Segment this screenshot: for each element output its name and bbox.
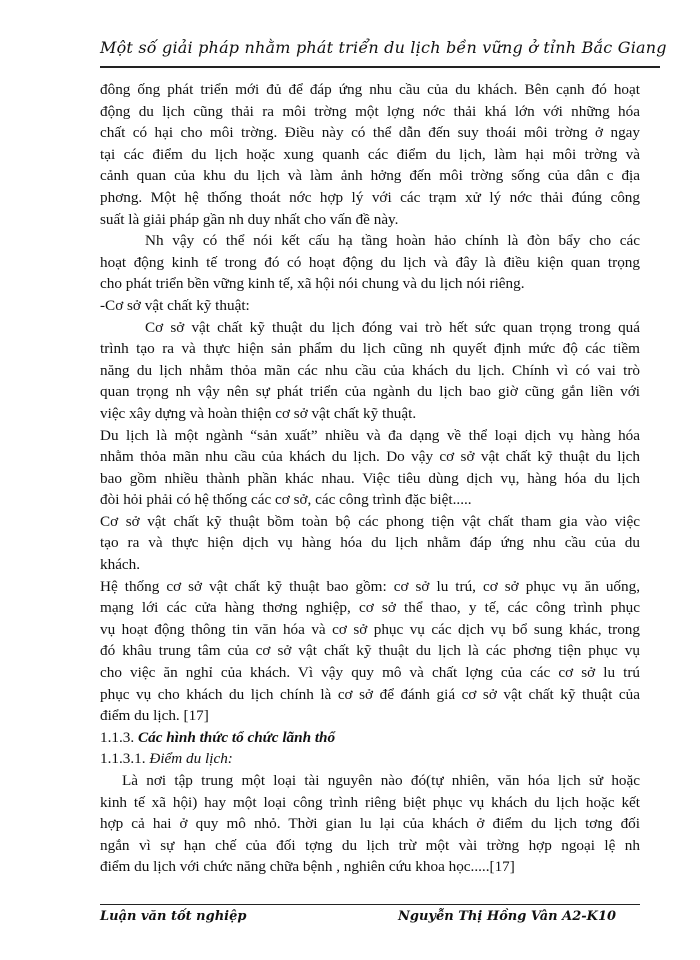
text-line: mạng lới các cửa hàng thơng nghiệp, cơ sở thể thao, y tế, các công trình phục	[100, 599, 640, 617]
header-divider	[100, 66, 660, 68]
text-line: hoạt động kinh tế trong đó có hoạt động du lịch và đây là điều kiện quan trọng	[100, 253, 640, 271]
text-line: khách.	[100, 556, 141, 574]
text-line: phục vụ cho khách du lịch chính là cơ sở để đánh giá cơ sở vật chất kỹ thuật của	[100, 685, 640, 703]
section-title: Điểm du lịch:	[149, 750, 233, 768]
text-line: năng du lịch nhằm thỏa mãn các nhu cầu của khách du lịch. Chính vì có vai trò	[100, 361, 640, 379]
paragraph-infrastructure-waste	[100, 79, 640, 230]
section-heading-1-1-3-1	[100, 748, 640, 770]
text-line: tạo ra và thực hiện dịch vụ hàng hóa du lịch nhằm đáp ứng nhu cầu của du	[100, 534, 640, 552]
text-line: động du lịch cũng thải ra môi trờng một lợng nớc thải khá lớn với những hóa	[100, 102, 640, 120]
text-line: ngắn vì sự hạn chế của đối tợng du lịch trừ một vài trờng hợp ngoại lệ nh	[100, 836, 640, 854]
text-line: chất có hại cho môi trờng. Điều này có thể dẫn đến suy thoái môi trờng ở ngay	[100, 124, 640, 142]
paragraph-tourist-spot	[100, 770, 640, 878]
text-line: vụ hoạt động thông tin văn hóa và cơ sở phục vụ các dịch vụ bổ sung khác, trong	[100, 620, 640, 638]
text-line: đó khâu trung tâm của cơ sở vật chất kỹ thuật du lịch là các phơng tiện phục vụ	[100, 642, 640, 660]
paragraph-facilities-role	[100, 317, 640, 425]
paragraph-infrastructure-summary	[100, 230, 640, 295]
text-line: hợp cả hai ở quy mô nhỏ. Thời gian lu lại của khách ở điểm du lịch tơng đối	[100, 815, 640, 833]
section-heading-1-1-3	[100, 727, 640, 749]
text-line: tại các điểm du lịch hoặc xung quanh các điểm du lịch, làm hại môi trờng và	[100, 145, 640, 163]
text-line: nhằm thỏa mãn nhu cầu của khách du lịch. Do vậy cơ sở vật chất kỹ thuật du lịch	[100, 448, 640, 466]
paragraph-tourism-production	[100, 425, 640, 511]
document-body	[100, 79, 640, 878]
text-line: đông ống phát triển mới đủ để đáp ứng nhu cầu của du khách. Bên cạnh đó hoạt	[100, 81, 640, 98]
text-line: quan trọng nh vậy nên sự phát triển của ngành du lịch bao giờ cũng gắn liền với	[100, 383, 640, 401]
text-line: Cơ sở vật chất kỹ thuật bồm toàn bộ các phong tiện vật chất tham gia vào việc	[100, 512, 640, 530]
text-line: cho phát triển bền vững kinh tế, xã hội nói chung và du lịch nói riêng.	[100, 275, 525, 293]
section-title: Các hình thức tổ chức lãnh thổ	[137, 728, 336, 746]
subheading-technical-facilities: -Cơ sở vật chất kỹ thuật:	[100, 296, 250, 314]
text-line: việc xây dựng và hoàn thiện cơ sở vật chất kỹ thuật.	[100, 404, 417, 422]
text-line: trình tạo ra và thực hiện sản phẩm du lịch cũng nh quyết định mức độ các tiềm	[100, 340, 640, 358]
text-line: suất là giải pháp gần nh duy nhất cho vấn đề này.	[100, 210, 399, 228]
text-line: phơng. Một hệ thống thoát nớc hợp lý với các trạm xử lý nớc thải đúng công	[100, 188, 640, 206]
running-header: Một số giải pháp nhằm phát triển du lịch bền vững ở tỉnh Bắc Giang	[100, 38, 667, 57]
text-line: Du lịch là một ngành “sản xuất” nhiều và đa dạng về thể loại dịch vụ hàng hóa	[100, 426, 640, 444]
text-line: Là nơi tập trung một loại tài nguyên nào đó(tự nhiên, văn hóa lịch sử hoặc	[122, 772, 640, 789]
text-line: bao gồm nhiều thành phần khác nhau. Việc tiêu dùng dịch vụ, hàng hóa du lịch	[100, 469, 640, 487]
text-line: đòi hỏi phải có hệ thống các cơ sở, các công trình đặc biệt.....	[100, 491, 472, 509]
section-number: 1.1.3.1.	[100, 750, 146, 768]
text-line: kinh tế xã hội) hay một loại công trình riêng biệt phục vụ khách du lịch hoặc kết	[100, 793, 640, 811]
footer-divider	[100, 904, 640, 905]
footer-thesis-label: Luận văn tốt nghiệp	[100, 909, 247, 924]
text-line: điểm du lịch. [17]	[100, 707, 209, 725]
paragraph-facilities-system	[100, 576, 640, 727]
footer-author: Nguyễn Thị Hồng Vân A2-K10	[398, 909, 617, 924]
text-line: Hệ thống cơ sở vật chất kỹ thuật bao gồm: cơ sở lu trú, cơ sở phục vụ ăn uống,	[100, 577, 640, 595]
text-line: cảnh quan của khu du lịch và làm ảnh hởng đến môi trờng sống của dân c địa	[100, 167, 640, 185]
section-number: 1.1.3.	[100, 728, 135, 746]
text-line: cho việc ăn nghỉ của khách. Vì vậy quy mô và chất lợng của các cơ sở lu trú	[100, 664, 640, 682]
paragraph-facilities-definition	[100, 511, 640, 576]
text-line: điểm du lịch với chức năng chữa bệnh , nghiên cứu khoa học.....[17]	[100, 858, 515, 876]
text-line: Cơ sở vật chất kỹ thuật du lịch đóng vai trò hết sức quan trọng trong quá	[145, 318, 640, 336]
text-line: Nh vậy có thể nói kết cấu hạ tầng hoàn hảo chính là đòn bẩy cho các	[145, 232, 640, 250]
